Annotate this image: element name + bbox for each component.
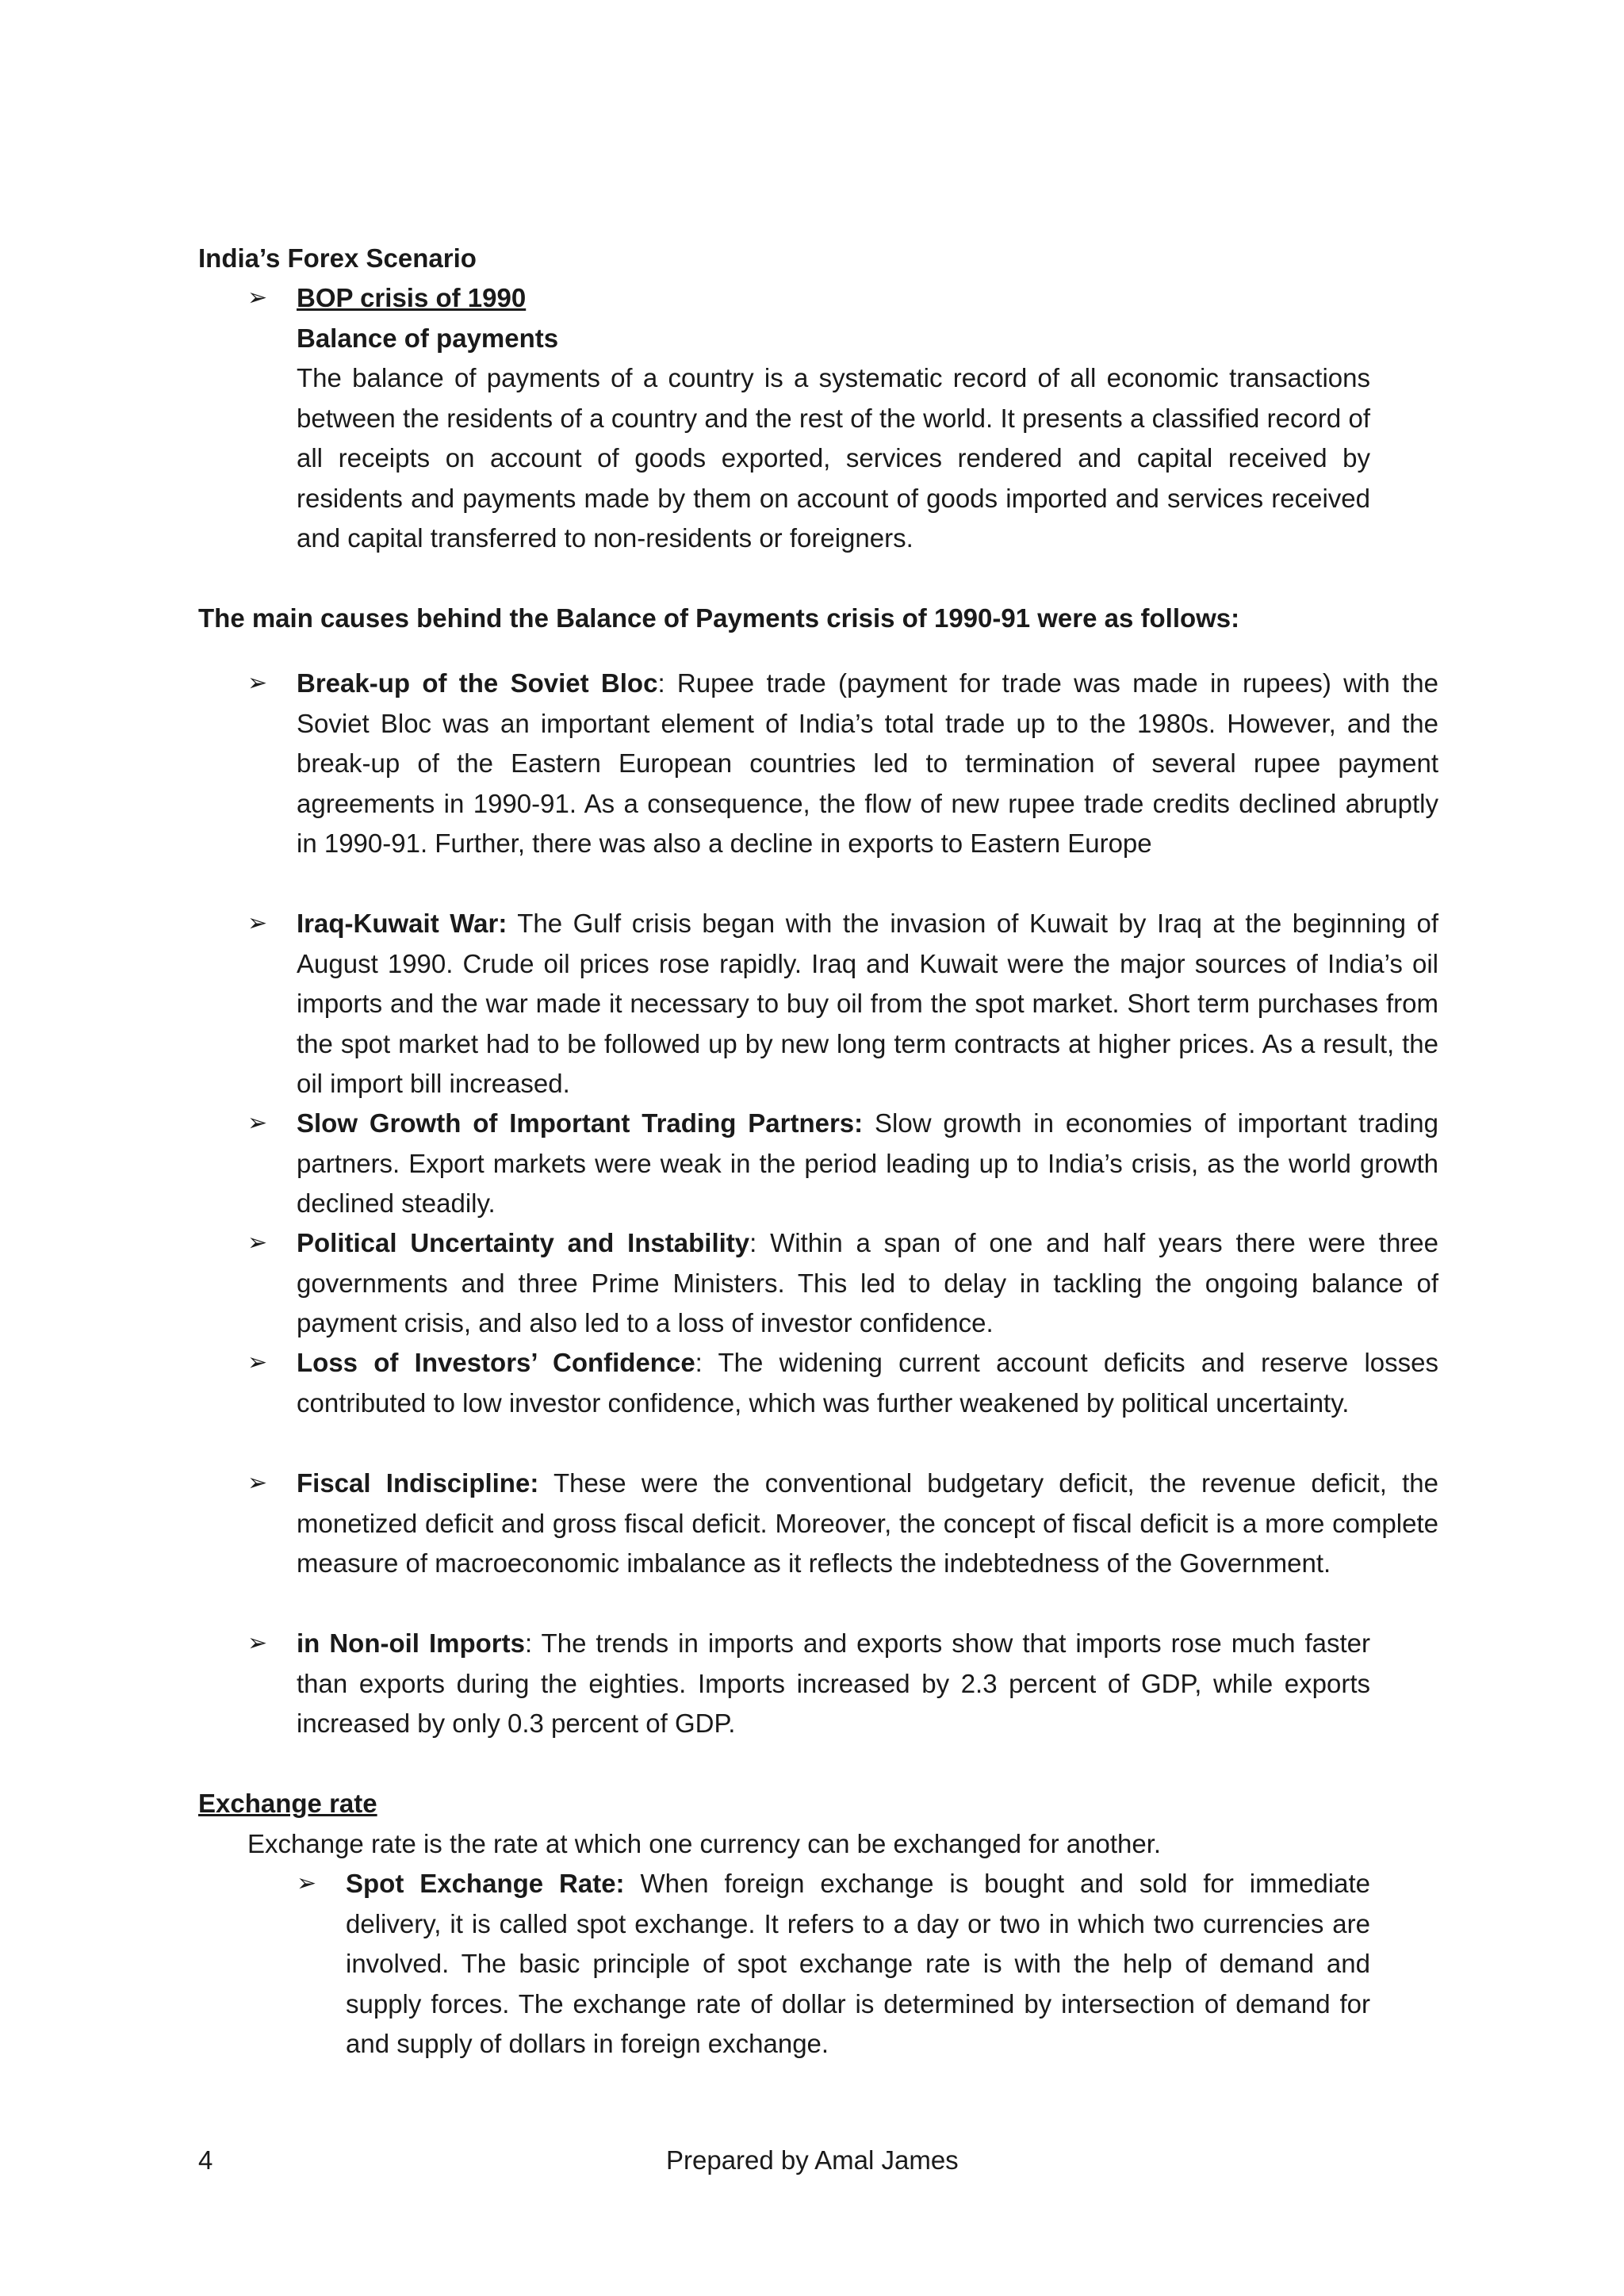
arrow-bullet-icon: ➢ (247, 1470, 268, 1496)
cause-text: Within a span of one and half years there were three governments and three Prime Ministers. This led to delay in tackling the ongoing balance of payment crisis, and also led to a loss of investor confidence. (297, 1228, 1438, 1337)
balance-of-payments-subheading: Balance of payments (297, 323, 559, 353)
cause-text: The trends in imports and exports show that imports rose much faster than exports during the eighties. Imports increased by 2.3 percent of GDP, while exports increased by only 0.3 percent of GDP. (297, 1628, 1370, 1738)
cause-text: Rupee trade (payment for trade was made in rupees) with the Soviet Bloc was an important element of India’s total trade up to the 1980s. However, and the break-up of the Eastern European countries led to termination of several rupee payment agreements in 1990-91. As a consequence, the flow of new rupee trade credits declined abruptly in 1990-91. Further, there was also a decline in exports to Eastern Europe (297, 668, 1439, 858)
footer-prepared-by: Prepared by Amal James (666, 2145, 959, 2175)
bop-crisis-heading: BOP crisis of 1990 (297, 283, 527, 312)
cause-label: Fiscal Indiscipline: (297, 1468, 539, 1498)
cause-separator: : (657, 668, 665, 698)
exchange-rate-intro: Exchange rate is the rate at which one currency can be exchanged for another. (247, 1829, 1162, 1858)
cause-label: in Non-oil Imports (297, 1628, 525, 1658)
cause-separator: : (749, 1228, 757, 1257)
causes-heading: The main causes behind the Balance of Payments crisis of 1990-91 were as follows: (198, 603, 1240, 633)
arrow-bullet-icon: ➢ (247, 1110, 268, 1136)
arrow-bullet-icon: ➢ (247, 670, 268, 696)
cause-text: Slow growth in economies of important trading partners. Export markets were weak in the period leading up to India’s crisis, as the world growth declined steadily. (297, 1108, 1438, 1218)
cause-separator: : (695, 1348, 703, 1377)
arrow-bullet-icon: ➢ (247, 1230, 268, 1256)
cause-label: Iraq-Kuwait War: (297, 909, 508, 938)
arrow-bullet-icon: ➢ (247, 1349, 268, 1376)
cause-separator: : (524, 1628, 533, 1658)
spot-exchange-text: When foreign exchange is bought and sold for immediate delivery, it is called spot exchange. It refers to a day or two in which two currencies are involved. The basic principle of spot exchange rate is with the help of demand and supply forces. The exchange rate of dollar is determined by intersection of demand for and supply of dollars in foreign exchange. (346, 1869, 1370, 2058)
cause-text: The Gulf crisis began with the invasion of Kuwait by Iraq at the beginning of August 1990. Crude oil prices rose rapidly. Iraq and Kuwait were the major sources of India’s oil imports and the war made it necessary to buy oil from the spot market. Short term purchases from the spot market had to be followed up by new long term contracts at higher prices. As a result, the oil import bill increased. (297, 909, 1438, 1098)
cause-label: Break-up of the Soviet Bloc (297, 668, 658, 698)
bop-definition-paragraph: The balance of payments of a country is a systematic record of all economic transactions between the residents of a country and the rest of the world. It presents a classified record of all receipts on account of goods exported, services rendered and capital received by residents and payments made by them on account of goods imported and services received and capital transferred to non-residents or foreigners. (297, 363, 1370, 553)
cause-label: Loss of Investors’ Confidence (297, 1348, 695, 1377)
cause-label: Political Uncertainty and Instability (297, 1228, 750, 1257)
page-number: 4 (198, 2145, 213, 2175)
section-title-exchange-rate: Exchange rate (198, 1789, 377, 1818)
spot-exchange-label: Spot Exchange Rate: (346, 1869, 625, 1898)
arrow-bullet-icon: ➢ (247, 1630, 268, 1656)
arrow-bullet-icon: ➢ (247, 285, 268, 311)
arrow-bullet-icon: ➢ (297, 1870, 317, 1896)
cause-label: Slow Growth of Important Trading Partners: (297, 1108, 864, 1138)
arrow-bullet-icon: ➢ (247, 910, 268, 936)
cause-text: The widening current account deficits and reserve losses contributed to low investor confidence, which was further weakened by political uncertainty. (297, 1348, 1438, 1418)
cause-text: These were the conventional budgetary deficit, the revenue deficit, the monetized deficit and gross fiscal deficit. Moreover, the concept of fiscal deficit is a more complete measure of macroeconomic imbalance as it reflects the indebtedness of the Government. (297, 1468, 1438, 1578)
section-title-forex-scenario: India’s Forex Scenario (198, 243, 477, 273)
